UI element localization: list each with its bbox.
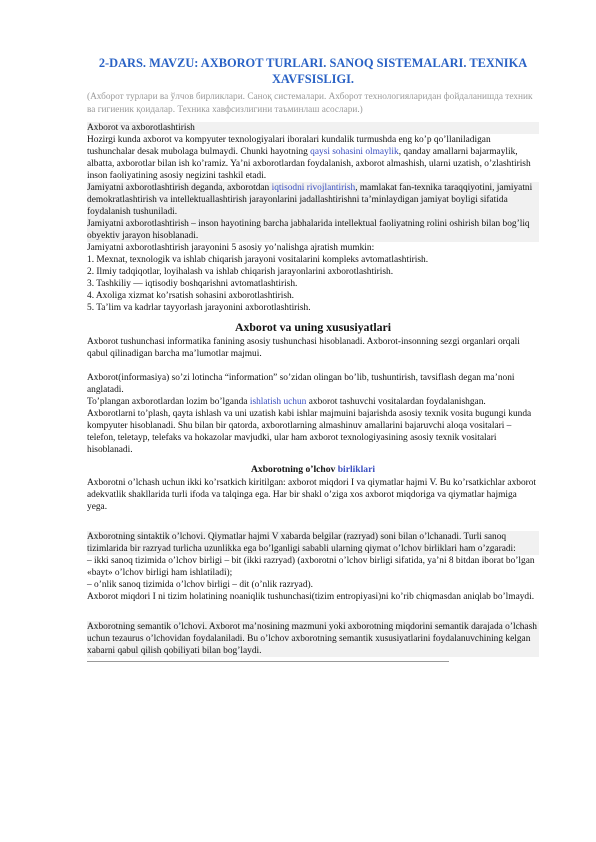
spacer <box>87 456 539 464</box>
list-item: 4. Axoliga xizmat ko’rsatish sohasini axborotlashtirish. <box>87 291 295 302</box>
highlighted-phrase: iqtisodni rivojlantirish <box>271 183 356 194</box>
text-run: Hozirgi kunda axborot va kompyuter texnologiyalari iboralari kundalik turmushda eng ko’p qo’llaniladigan tushunchalar desak mubolaga bulmaydi. Chunki hayotning <box>87 135 491 158</box>
page-subtitle: (Ахборот турлари ва ўлчов бирликлари. Саноқ системалари. Ахборот технологияларидан фойдаланишда техник ва гигиеник қоидалар. Техника хавфсизлигини таъминлаш асослари.) <box>87 92 533 115</box>
paragraph: Axborotning semantik o’lchovi. Axborot ma’nosining mazmuni yoki axborotning miqdorini semantik darajada o’lchash uchun tezaurus o’lchovidan foydalaniladi. Bu o’lchov axborotning semantik xususiyatlarini foydalanuvchining kelgan xabarni qabul qilish qobiliyati bilan bog’laydi. <box>87 621 539 657</box>
highlighted-word: ishlatish <box>249 397 282 408</box>
document-page <box>87 56 539 662</box>
section-heading-axborotlashtirish: Axborot va axborotlashtirish <box>87 122 539 134</box>
paragraph: Axborot miqdori I ni tizim holatining noaniqlik tushunchasi(tizim entropiyasi)ni ko’rib chiqmasdan aniqlab bo’lmaydi. <box>87 591 535 602</box>
list-item: 1. Mexnat, texnologik va ishlab chiqarish jarayoni vositalarini kompleks avtomatlashtirish. <box>87 255 429 266</box>
text-run: Jamiyatni axborotlashtirish deganda, axborotdan <box>87 183 272 194</box>
spacer <box>87 360 539 372</box>
list-item: 3. Tashkiliy — iqtisodiy boshqarishni avtomatlashtirish. <box>87 279 298 290</box>
spacer <box>87 603 539 621</box>
highlighted-phrase: qaysi sohasini olmaylik <box>310 147 399 158</box>
paragraph: Axborot tushunchasi informatika fanining asosiy tushunchasi hisoblanadi. Axborot-insonning sezgi organlari orqali qabul qilinadigan barcha ma’lumotlar majmui. <box>87 337 520 360</box>
paragraph: Axborotni o’lchash uchun ikki ko’rsatkich kiritilgan: axborot miqdori I va qiymatlar hajmi V. Bu ko’rsatkichlar axborot adekvatlik shakllarida turli ifoda va talqinga ega. Har bir shakl o’ziga xos axborot miqdoriga va qiymatlar hajmiga yega. <box>87 477 537 512</box>
list-item: 5. Ta’lim va kadrlar tayyorlash jarayonini axborotlashtirish. <box>87 303 311 314</box>
text-run: axborot tashuvchi vositalardan foydalanishgan. <box>306 397 486 408</box>
divider <box>87 661 449 662</box>
highlighted-word: uchun <box>283 397 307 408</box>
paragraph: Axborot(informasiya) so’zi lotincha “information” so’zidan olingan bo’lib, tushuntirish, tavsiflash degan ma’noni anglatadi. <box>87 373 515 396</box>
paragraph: – o’nlik sanoq tizimida o’lchov birligi – dit (o’nlik razryad). <box>87 579 313 590</box>
text-run: , qanday amallarni bajarmaylik, albatta, axborotlar bilan ish ko’ramiz. Ya’ni axborotlardan foydalanish, axborot almashish, ularni uzatish, o’zlashtirish inson faoliyatining asosiy negizini tashkil etadi. <box>87 147 531 182</box>
list-item: 2. Ilmiy tadqiqotlar, loyihalash va ishlab chiqarish jarayonlarini axborotlashtirish. <box>87 267 394 278</box>
paragraph: Jamiyatni axborotlashtirish jarayonini 5 asosiy yo’nalishga ajratish mumkin: <box>87 243 375 254</box>
text-run: Axborotning o’lchov <box>250 464 338 476</box>
spacer <box>87 513 539 531</box>
paragraph: – ikki sanoq tizimida o’lchov birligi – bit (ikki razryad) (axborotni o’lchov birligi sifatida, ya’ni 8 bitdan iborat bo’lgan «bayt» o’lchov birligi ham ishlatiladi); <box>87 555 535 578</box>
paragraph: Axborotning sintaktik o’lchovi. Qiymatlar hajmi V xabarda belgilar (razryad) soni bilan o’lchanadi. Turli sanoq tizimlarida bir razryad turlicha uzunlikka ega bo’lganligi sababli ularning qiymat o’lchov birliklari ham o’zgaradi: <box>87 531 539 555</box>
paragraph: Jamiyatni axborotlashtirish – inson hayotining barcha jabhalarida intellektual faoliyatning rolini oshirish bilan bog’liq obyektiv jarayon hisoblanadi. <box>87 218 539 242</box>
text-run: To’plangan axborotlardan lozim bo’lganda <box>87 397 250 408</box>
paragraph <box>87 134 539 182</box>
section-heading-olchov-birliklari <box>87 464 539 477</box>
page-title: 2-DARS. MAVZU: AXBOROT TURLARI. SANOQ SISTEMALARI. TEXNIKA XAVFSISLIGI. <box>98 56 528 86</box>
paragraph: Axborotlarni to’plash, qayta ishlash va uni uzatish kabi ishlar majmuini bajarishda asosiy texnik vosita bugungi kunda kompyuter hisoblanadi. Shu bilan bir qatorda, axborotlarning almashinuv amallarini bajaruvchi aloqa vositalari – telefon, teletayp, telefaks va hokazolar mavjudki, ular ham axborot texnologiyasining asosiy texnik vositalari hisoblanadi. <box>87 409 532 456</box>
paragraph <box>87 396 539 408</box>
paragraph <box>87 182 539 218</box>
highlighted-word: birliklari <box>337 464 376 476</box>
text-run: , mamlakat fan-texnika taraqqiyotini, jamiyatni demokratlashtirish va intellektuallashtirish jarayonlarini jadallashtirishni ta’minlaydigan jamiyat boyligi sifatida foydalanish tushuniladi. <box>87 183 533 218</box>
section-heading-xususiyatlari: Axborot va uning xususiyatlari <box>234 320 392 335</box>
